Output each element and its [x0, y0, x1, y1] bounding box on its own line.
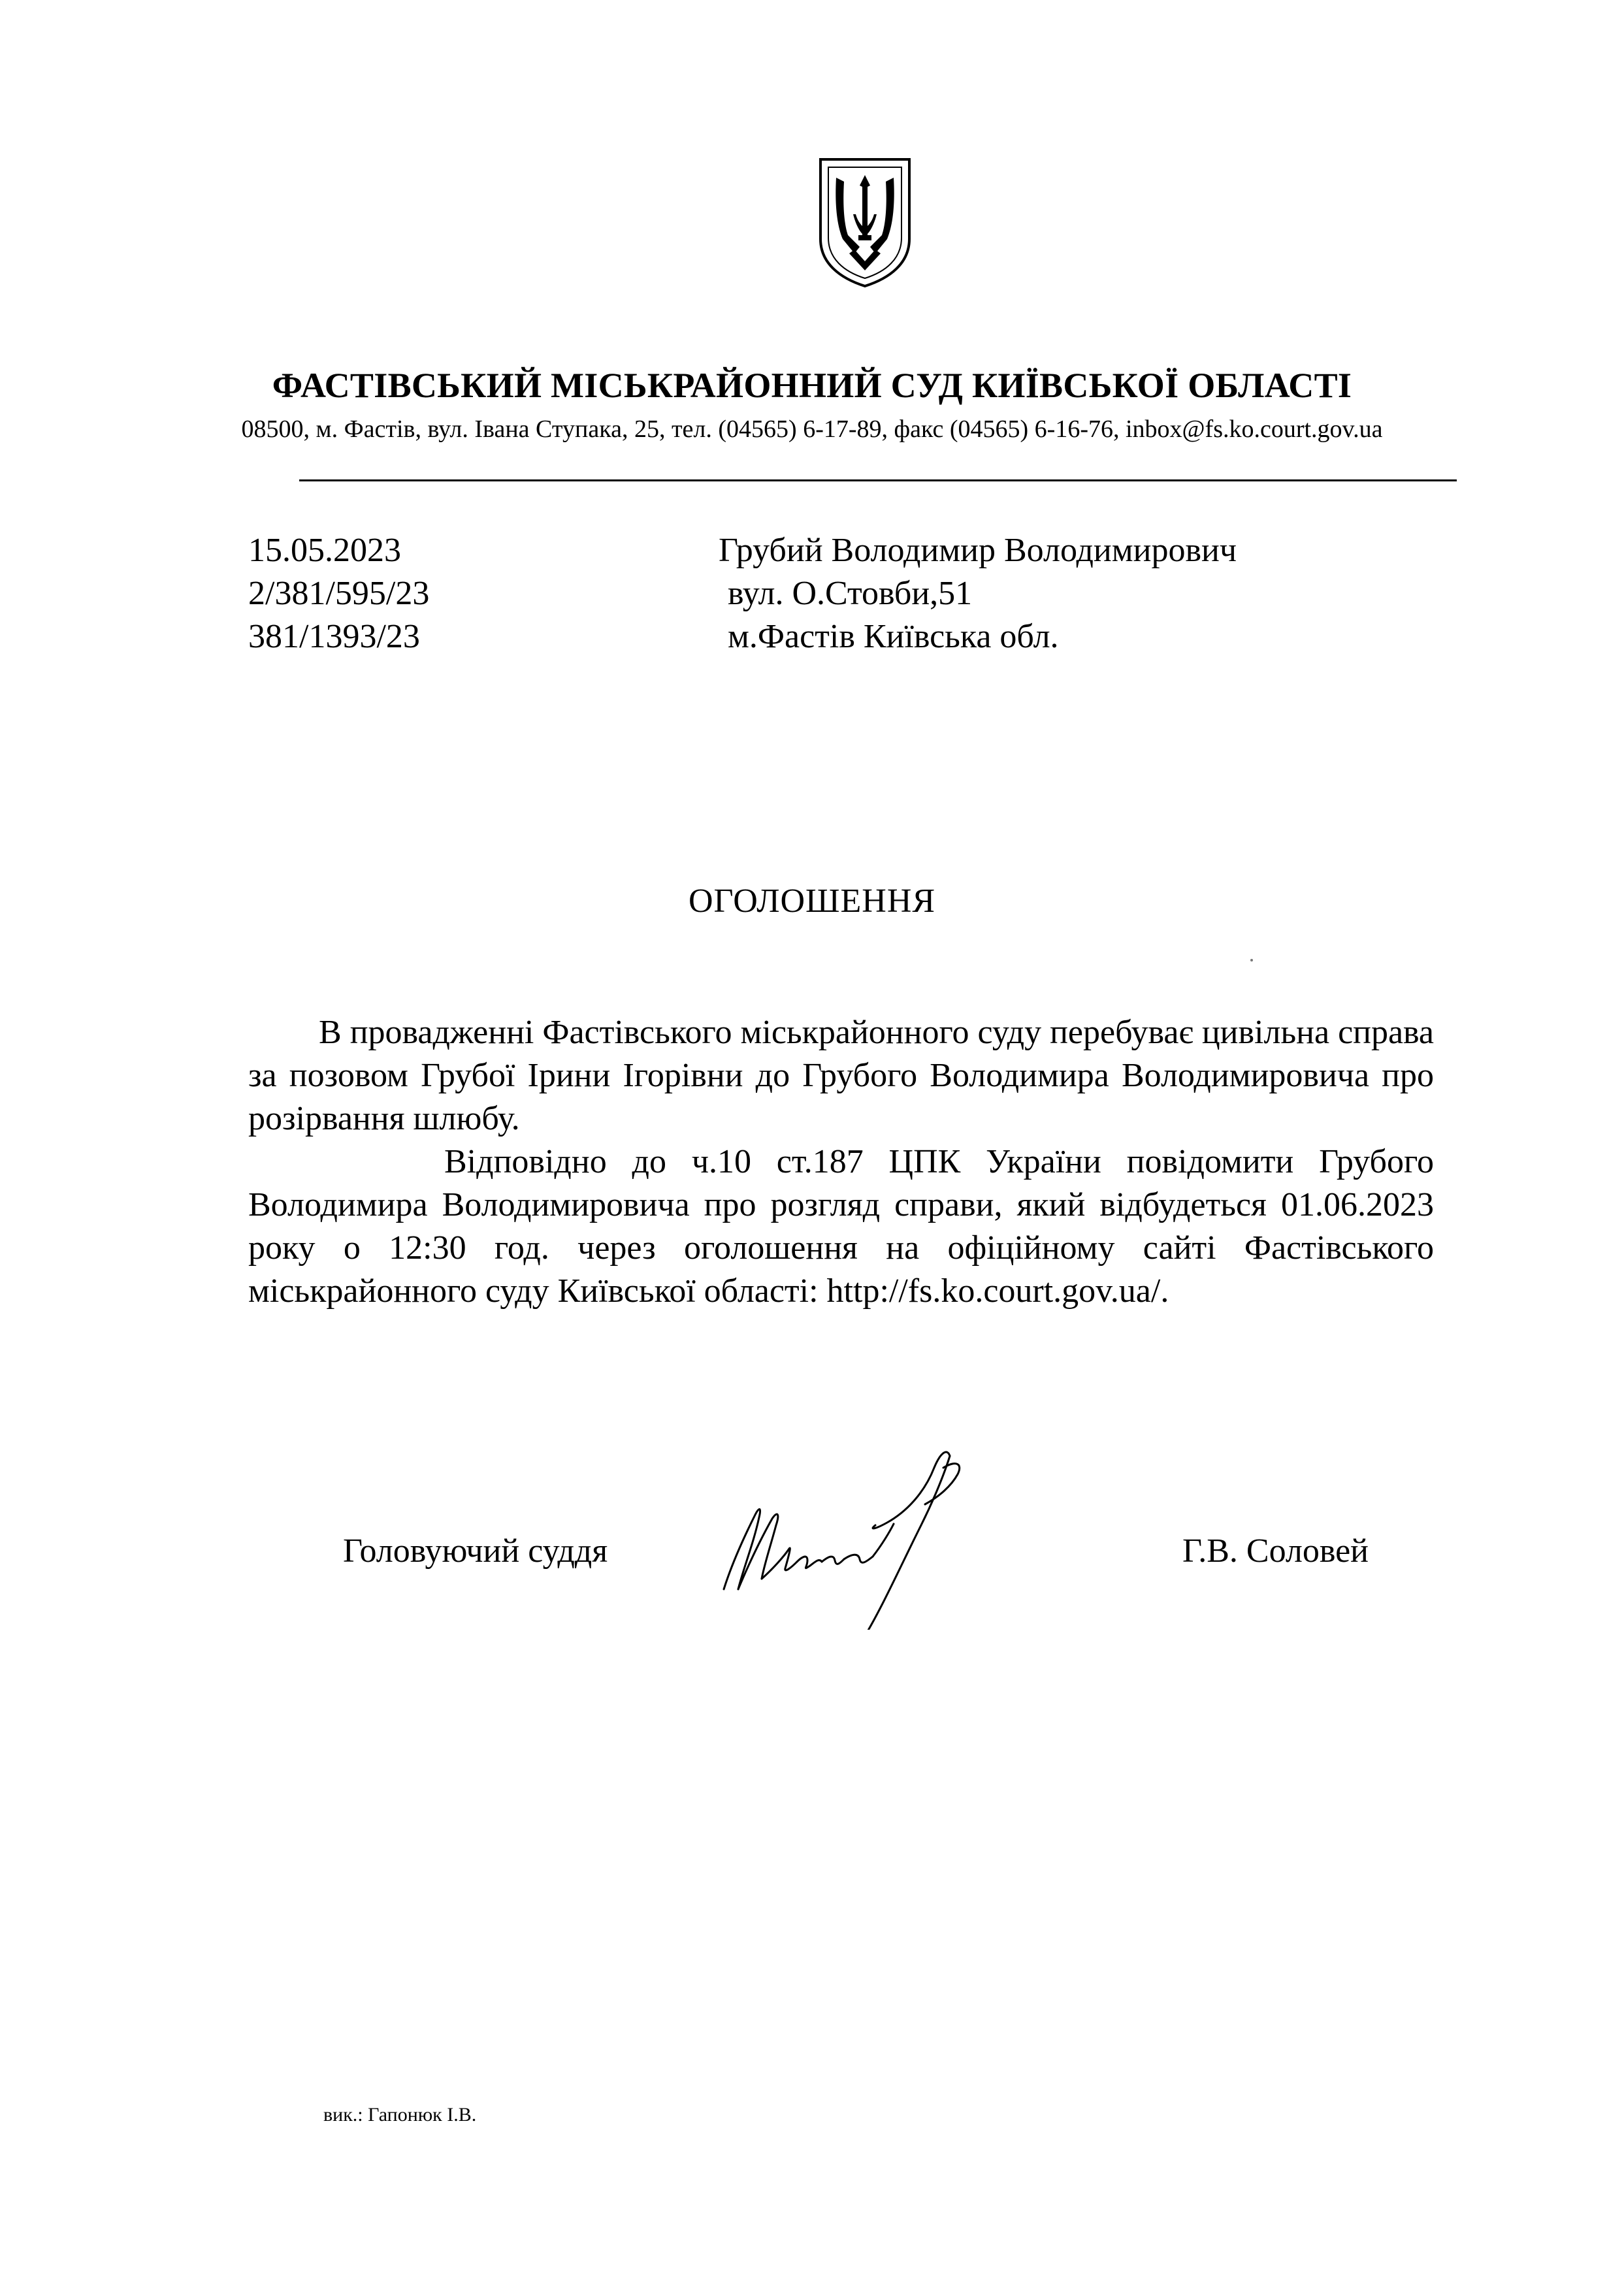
- signer-name: Г.В. Соловей: [1182, 1532, 1369, 1570]
- recipient-street: вул. О.Стовби,51: [728, 575, 973, 612]
- court-name: ФАСТІВСЬКИЙ МІСЬКРАЙОННИЙ СУД КИЇВСЬКОЇ ОБЛАСТІ: [272, 366, 1352, 405]
- trident-emblem-icon: [817, 155, 913, 289]
- notice-heading: ОГОЛОШЕННЯ: [688, 882, 936, 920]
- recipient-name: Грубий Володимир Володимирович: [719, 532, 1237, 569]
- handwritten-signature: [712, 1434, 1026, 1630]
- document-references: [248, 529, 429, 658]
- notice-body: [248, 1011, 1434, 1313]
- signer-role: Головуючий суддя: [343, 1532, 608, 1570]
- executor-note: вик.: Гапонюк І.В.: [323, 2104, 477, 2125]
- recipient-city: м.Фастів Київська обл.: [728, 618, 1059, 655]
- case-number: 2/381/595/23: [248, 575, 430, 612]
- document-date: 15.05.2023: [248, 532, 401, 569]
- notice-paragraph-1: В провадженні Фастівського міськрайонного суду перебуває цивільна справа за позовом Грубої Ірини Ігорівни до Грубого Володимира Володимировича про розірвання шлюбу.: [248, 1014, 1434, 1137]
- registration-number: 381/1393/23: [248, 618, 420, 655]
- notice-paragraph-2: Відповідно до ч.10 ст.187 ЦПК України повідомити Грубого Володимира Володимировича про розгляд справи, який відбудеться 01.06.2023 року о 12:30 год. через оголошення на офіційному сайті Фастівського міськрайонного суду Київської області: http://fs.ko.court.gov.ua/.: [248, 1143, 1434, 1310]
- scan-speck: [1250, 959, 1253, 961]
- recipient-address-block: [719, 529, 1237, 658]
- header-divider: [299, 479, 1457, 481]
- court-contacts: 08500, м. Фастів, вул. Івана Ступака, 25, тел. (04565) 6-17-89, факс (04565) 6-16-76, inbox@fs.ko.court.gov.ua: [241, 415, 1383, 443]
